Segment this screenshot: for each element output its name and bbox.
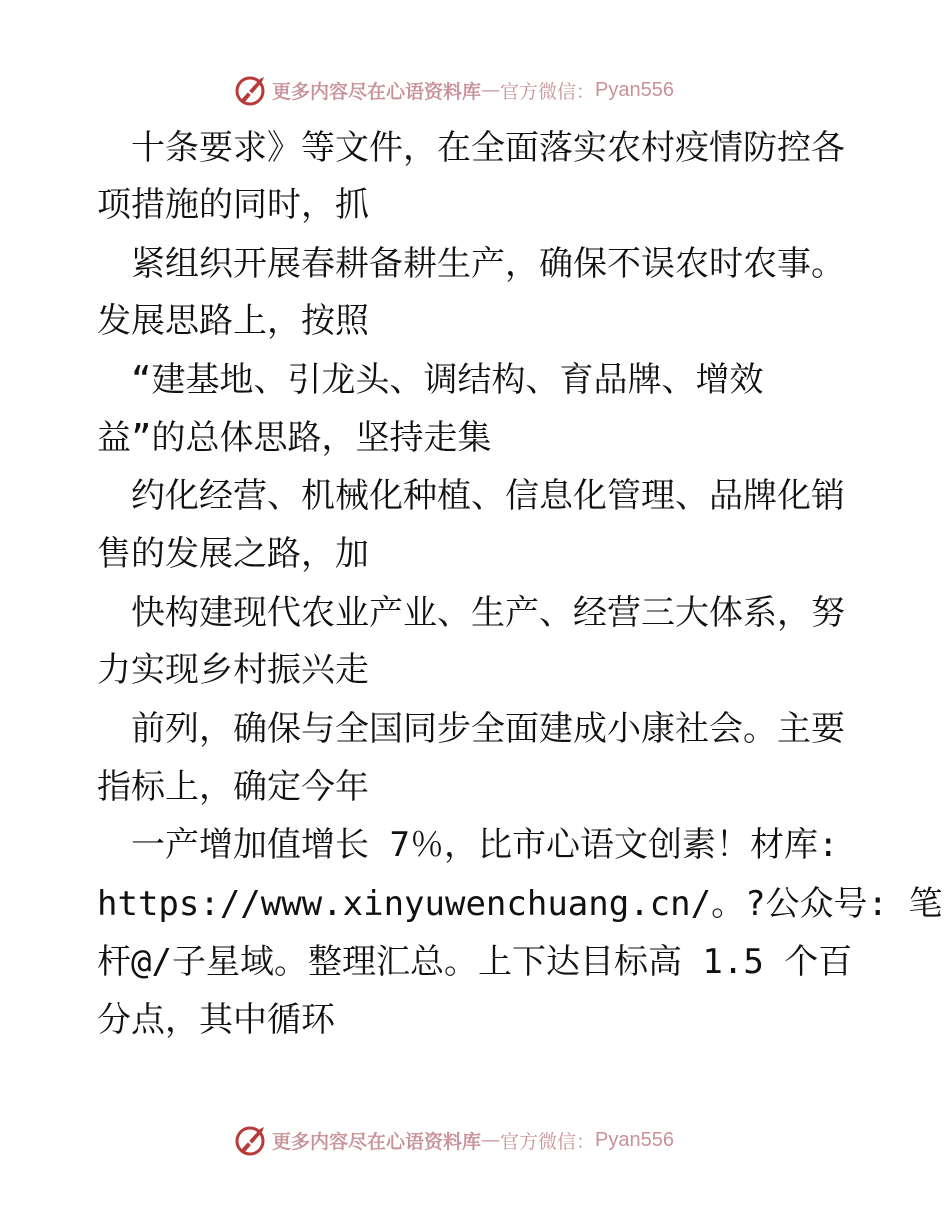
text-line: 指标上，确定今年 [97, 767, 369, 807]
text-line: 力实现乡村振兴走 [97, 650, 369, 690]
text-line: https://www.xinyuwenchuang.cn/。?公众号: 笔 [97, 884, 943, 924]
quill-pen-logo-icon [234, 73, 268, 107]
footer-site-text: 更多内容尽在心语资料库 [272, 1130, 482, 1153]
header-separator: — [481, 79, 501, 101]
text-line: 分点，其中循环 [97, 1000, 335, 1040]
text-line: 售的发展之路，加 [97, 534, 369, 574]
header-wechat-label: 官方微信： [500, 80, 596, 103]
text-line: “建基地、引龙头、调结构、育品牌、增效 [97, 360, 764, 400]
text-line: 紧组织开展春耕备耕生产，确保不误农时农事。 [97, 244, 845, 284]
header-banner [234, 72, 734, 108]
footer-wechat-id: Pyan556 [595, 1128, 674, 1151]
footer-wechat-label: 官方微信： [500, 1130, 596, 1153]
text-line: 十条要求》等文件，在全面落实农村疫情防控各 [97, 128, 845, 168]
footer-separator: — [481, 1129, 501, 1151]
quill-pen-logo-icon [234, 1123, 268, 1157]
footer-banner [234, 1122, 734, 1158]
header-wechat-id: Pyan556 [595, 78, 674, 101]
text-line: 约化经营、机械化种植、信息化管理、品牌化销 [97, 476, 845, 516]
text-line: 项措施的同时，抓 [97, 185, 369, 225]
text-line: 一产增加值增长 7％，比市心语文创素！材库: [97, 825, 839, 865]
text-line: 前列，确保与全国同步全面建成小康社会。主要 [97, 709, 845, 749]
text-line: 快构建现代农业产业、生产、经营三大体系，努 [97, 593, 845, 633]
text-line: 益”的总体思路，坚持走集 [97, 418, 492, 458]
text-line: 杆@/子星域。整理汇总。上下达目标高 1.5 个百 [97, 942, 853, 982]
header-site-text: 更多内容尽在心语资料库 [272, 80, 482, 103]
text-line: 发展思路上，按照 [97, 301, 369, 341]
